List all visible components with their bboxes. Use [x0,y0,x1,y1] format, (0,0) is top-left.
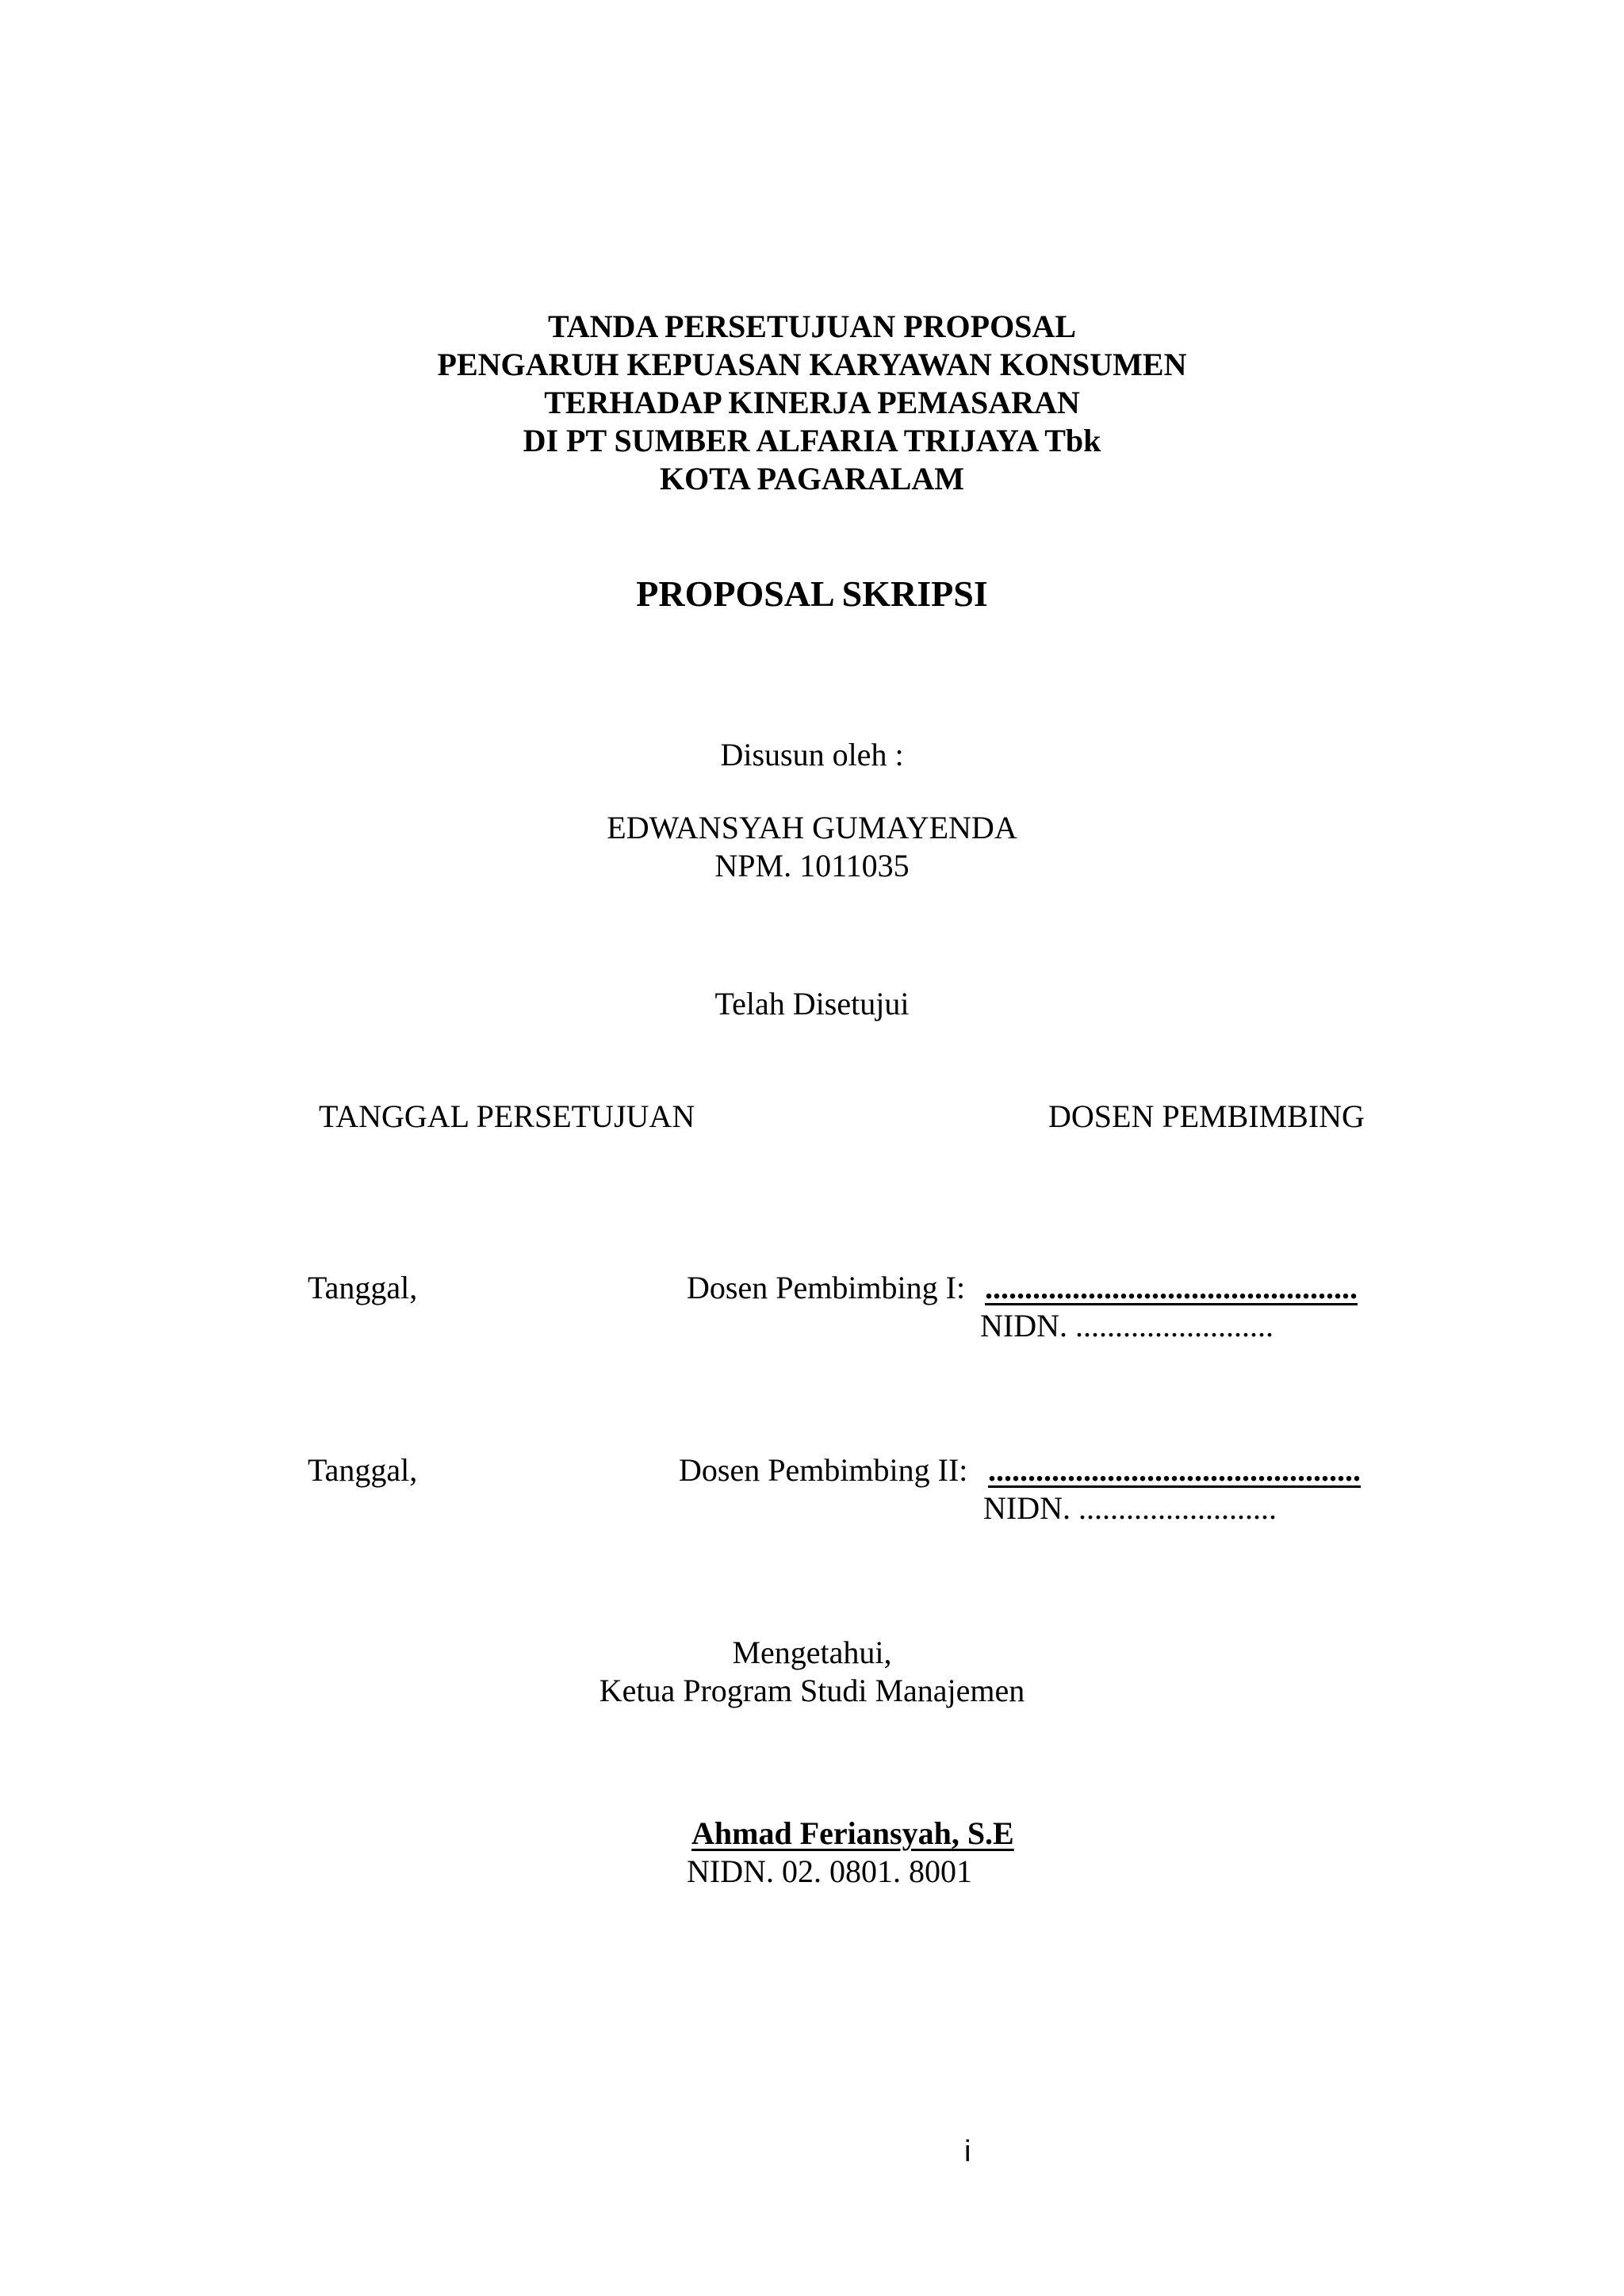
page-number: i [964,2135,971,2168]
advisor-2-date-label: Tanggal, [308,1452,418,1488]
advisor-1-nidn: NIDN. ......................... [980,1308,1274,1343]
header-line-5: KOTA PAGARALAM [659,461,965,496]
header-line-3: TERHADAP KINERJA PEMASARAN [544,385,1080,420]
advisor-1-date-label: Tanggal, [308,1270,418,1305]
header-line-2: PENGARUH KEPUASAN KARYAWAN KONSUMEN [437,347,1187,382]
author-intro: Disusun oleh : [720,737,904,772]
header-line-1: TANDA PERSETUJUAN PROPOSAL [548,309,1076,344]
approval-status: Telah Disetujui [714,986,910,1022]
acknowledgement-role: Ketua Program Studi Manajemen [599,1673,1025,1708]
author-name: EDWANSYAH GUMAYENDA [607,810,1017,845]
advisor-2-label: Dosen Pembimbing II: [679,1452,968,1488]
advisor-2-nidn: NIDN. ......................... [983,1490,1277,1526]
approval-advisor-heading: DOSEN PEMBIMBING [1048,1098,1365,1134]
acknowledgement-intro: Mengetahui, [732,1635,892,1670]
header-line-4: DI PT SUMBER ALFARIA TRIJAYA Tbk [523,423,1101,458]
document-type-title: PROPOSAL SKRIPSI [636,573,988,614]
advisor-2-signature-line: ............................................... [988,1452,1361,1488]
advisor-1-signature-line: ............................................... [985,1270,1358,1305]
approval-date-heading: TANGGAL PERSETUJUAN [319,1098,695,1134]
advisor-1-label: Dosen Pembimbing I: [687,1270,966,1305]
acknowledgement-name: Ahmad Feriansyah, S.E [691,1815,1014,1851]
acknowledgement-nidn: NIDN. 02. 0801. 8001 [687,1853,972,1889]
author-npm: NPM. 1011035 [714,848,910,884]
